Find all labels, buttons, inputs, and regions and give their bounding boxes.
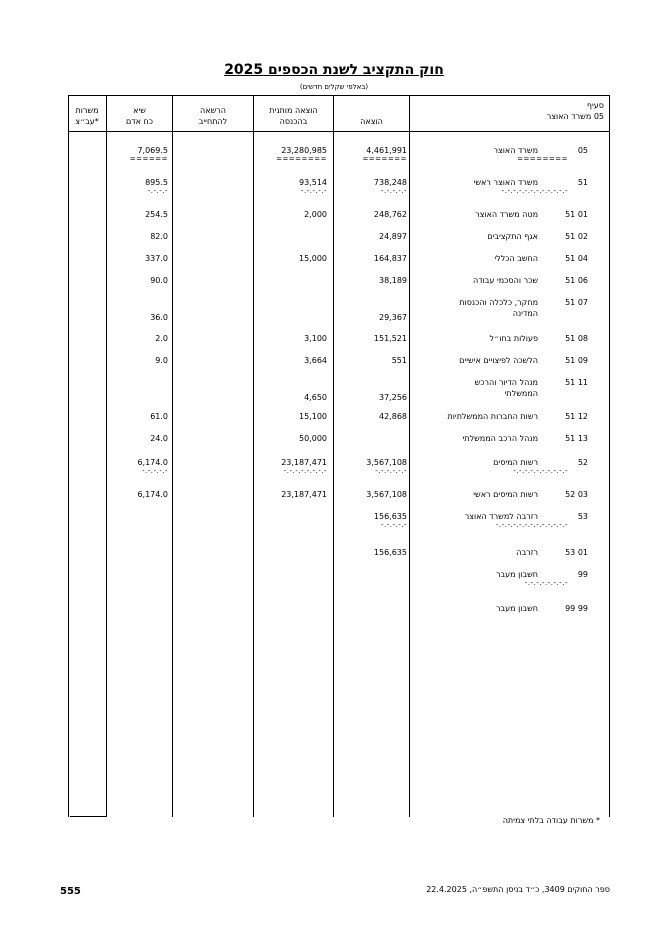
header-section-line1: סעיף [586, 101, 604, 110]
row-code: 52 [577, 458, 588, 467]
row-conditional: 23,187,471 [281, 458, 327, 467]
row-separator: -.-.-.-.-.-.-.-.-.-.-.-.- [495, 521, 568, 529]
row-code: 99 [577, 570, 588, 579]
row-name: החשב הכללי [494, 254, 538, 263]
col-divider-3 [253, 95, 254, 817]
row-code: 51 02 [565, 232, 588, 241]
row-expense: 29,367 [379, 313, 407, 322]
row-manpower: 7,069.5 [137, 146, 168, 155]
row-separator: -.-.-.-.- [380, 521, 407, 529]
row-name: מנהל הרכב הממשלתי [462, 434, 538, 443]
col-divider-4 [333, 95, 334, 817]
row-manpower: 82.0 [150, 232, 168, 241]
row-name: רזרבה [516, 548, 538, 557]
row-expense: 248,762 [373, 210, 407, 219]
page-number: 555 [60, 886, 81, 897]
row-expense: 156,635 [373, 548, 407, 557]
row-separator: -.-.-.-.- [300, 187, 327, 195]
row-conditional: 15,000 [299, 254, 327, 263]
row-name: שכר והסכמי עבודה [473, 276, 538, 285]
row-manpower: 254.5 [145, 210, 168, 219]
header-conditional-line2: בהכנסה [279, 117, 308, 126]
page-subtitle: (באלפי שקלים חדשים) [299, 83, 369, 91]
row-expense: 551 [391, 356, 407, 365]
row-expense: 151,521 [373, 334, 407, 343]
row-name: הלשכה לפיצויים אישיים [459, 356, 538, 365]
row-conditional: 93,514 [299, 178, 327, 187]
row-separator: -.-.-.-.-.- [375, 467, 407, 475]
col-divider-2 [172, 95, 173, 817]
row-expense: 156,635 [373, 512, 407, 521]
header-manpower [107, 105, 172, 127]
row-expense: 4,461,991 [366, 146, 407, 155]
row-separator: ======= [362, 155, 407, 163]
row-conditional: 2,000 [304, 210, 327, 219]
row-code: 51 08 [565, 334, 588, 343]
header-conditional-line1: הוצאה מותנית [269, 106, 318, 115]
row-separator: -.-.-.-.-.-.-.- [283, 467, 327, 475]
row-code: 51 09 [565, 356, 588, 365]
row-manpower: 24.0 [150, 434, 168, 443]
page-title: חוק התקציב לשנת הכספים 2025 [224, 62, 444, 78]
row-name: משרד האוצר [493, 146, 538, 155]
header-contract-line2: עב״צ* [75, 117, 99, 126]
publication-info: ספר החוקים 3409, כ״ד בניסן התשפ״ה, 22.4.2025 [426, 885, 610, 894]
row-code: 51 07 [565, 298, 588, 307]
row-separator: -.-.-.-.-.-.-.- [524, 579, 568, 587]
row-conditional: 23,187,471 [281, 490, 327, 499]
row-conditional: 50,000 [299, 434, 327, 443]
header-section-line2: 05 משרד האוצר [546, 112, 604, 121]
col-divider-5 [409, 95, 410, 817]
header-contract-line1: משרות [75, 106, 99, 115]
row-code: 05 [577, 146, 588, 155]
footnote: * משרות עבודה בלתי צמיתה [502, 816, 600, 825]
budget-table [68, 95, 610, 817]
row-separator: ====== [129, 155, 168, 163]
row-separator: -.-.-.-.-.-.-.-.-.- [513, 467, 568, 475]
row-manpower: 6,174.0 [137, 490, 168, 499]
row-code: 51 13 [565, 434, 588, 443]
row-manpower: 36.0 [150, 313, 168, 322]
row-name-cont: המדינה [512, 309, 538, 318]
row-name: רשות המיסים [493, 458, 538, 467]
row-manpower: 895.5 [145, 178, 168, 187]
row-separator: -.-.-.-.- [380, 187, 407, 195]
row-separator: -.-.-.-.-.-.-.-.-.-.-.- [501, 187, 568, 195]
row-conditional: 23,280,985 [281, 146, 327, 155]
row-separator: ======== [517, 155, 568, 163]
row-separator: ======== [276, 155, 327, 163]
row-name: פעולות בחו״ל [489, 334, 538, 343]
header-contract [68, 105, 106, 127]
row-name: חשבון מעבר [495, 604, 538, 613]
row-name: מטה משרד האוצר [475, 210, 538, 219]
row-expense: 164,837 [373, 254, 407, 263]
row-name: מחקר, כלכלה והכנסות [459, 298, 538, 307]
col-divider-1 [106, 95, 107, 817]
row-code: 51 06 [565, 276, 588, 285]
row-expense: 738,248 [373, 178, 407, 187]
table-bottom-mark [70, 816, 106, 817]
row-code: 53 [577, 512, 588, 521]
row-manpower: 2.0 [155, 334, 168, 343]
row-code: 51 01 [565, 210, 588, 219]
header-section [414, 100, 604, 122]
row-code: 53 01 [565, 548, 588, 557]
header-expense: הוצאה [360, 117, 383, 126]
row-code: 99 99 [565, 604, 588, 613]
row-code: 52 03 [565, 490, 588, 499]
row-name: אגף התקציבים [487, 232, 538, 241]
table-top-border [68, 95, 610, 96]
row-expense: 38,189 [379, 276, 407, 285]
row-conditional: 15,100 [299, 412, 327, 421]
row-expense: 42,868 [379, 412, 407, 421]
row-expense: 3,567,108 [366, 458, 407, 467]
row-code: 51 12 [565, 412, 588, 421]
header-commitment-line2: להתחייב [198, 117, 228, 126]
row-expense: 3,567,108 [366, 490, 407, 499]
header-commitment [173, 105, 253, 127]
row-manpower: 9.0 [155, 356, 168, 365]
table-left-border [68, 95, 69, 817]
row-name: רזרבה למשרד האוצר [464, 512, 538, 521]
row-name: רשות המיסים ראשי [473, 490, 538, 499]
header-commitment-line1: הרשאה [200, 106, 226, 115]
header-conditional [254, 105, 333, 127]
table-right-border [609, 95, 610, 817]
row-name: מנהל הדיור והרכש [474, 378, 538, 387]
header-divider [68, 131, 610, 132]
header-manpower-line2: כח אדם [125, 117, 154, 126]
row-code: 51 [577, 178, 588, 187]
row-conditional: 3,664 [304, 356, 327, 365]
row-separator: -.-.-.- [147, 187, 168, 195]
row-code: 51 04 [565, 254, 588, 263]
row-conditional: 4,650 [304, 393, 327, 402]
row-manpower: 61.0 [150, 412, 168, 421]
row-name: רשות החברות הממשלתיות [447, 412, 538, 421]
row-conditional: 3,100 [304, 334, 327, 343]
row-name: משרד האוצר ראשי [473, 178, 538, 187]
row-manpower: 6,174.0 [137, 458, 168, 467]
row-name: חשבון מעבר [495, 570, 538, 579]
row-code: 51 11 [565, 378, 588, 387]
header-manpower-line1: שיא [133, 106, 146, 115]
row-name-cont: הממשלתי [504, 389, 538, 398]
row-expense: 37,256 [379, 393, 407, 402]
row-expense: 24,897 [379, 232, 407, 241]
row-manpower: 90.0 [150, 276, 168, 285]
row-separator: -.-.-.-.- [141, 467, 168, 475]
row-manpower: 337.0 [145, 254, 168, 263]
